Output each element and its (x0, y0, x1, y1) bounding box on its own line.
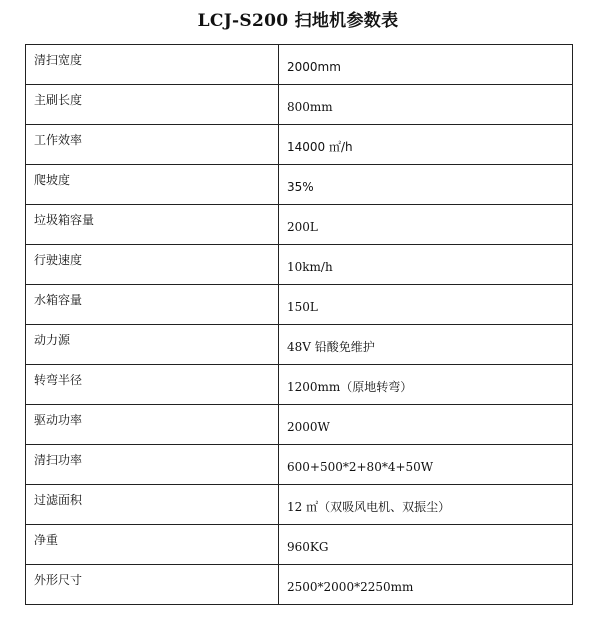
row-label: 行驶速度 (26, 245, 279, 285)
row-value: 600+500*2+80*4+50W (279, 445, 573, 485)
row-value: 48V 铅酸免维护 (279, 325, 573, 365)
row-value: 2500*2000*2250mm (279, 565, 573, 605)
row-label: 外形尺寸 (26, 565, 279, 605)
row-value: 960KG (279, 525, 573, 565)
row-value: 10km/h (279, 245, 573, 285)
row-value: 200L (279, 205, 573, 245)
row-value: 150L (279, 285, 573, 325)
table-row (26, 245, 573, 285)
row-label: 垃圾箱容量 (26, 205, 279, 245)
row-label: 水箱容量 (26, 285, 279, 325)
row-label: 转弯半径 (26, 365, 279, 405)
row-label: 驱动功率 (26, 405, 279, 445)
table-row (26, 565, 573, 605)
table-row (26, 525, 573, 565)
table-row (26, 205, 573, 245)
row-value: 12 ㎡（双吸风电机、双振尘） (279, 485, 573, 525)
row-label: 清扫功率 (26, 445, 279, 485)
row-value: 35% (279, 165, 573, 205)
table-row (26, 405, 573, 445)
table-row (26, 445, 573, 485)
row-label: 动力源 (26, 325, 279, 365)
table-row (26, 85, 573, 125)
table-row (26, 125, 573, 165)
spec-table (25, 44, 573, 605)
row-label: 过滤面积 (26, 485, 279, 525)
row-value: 800mm (279, 85, 573, 125)
row-value: 2000mm (279, 45, 573, 85)
row-value: 2000W (279, 405, 573, 445)
row-label: 爬坡度 (26, 165, 279, 205)
row-label: 工作效率 (26, 125, 279, 165)
row-label: 清扫宽度 (26, 45, 279, 85)
table-row (26, 45, 573, 85)
page-title: LCJ-S200 扫地机参数表 (197, 11, 399, 31)
table-row (26, 485, 573, 525)
table-row (26, 165, 573, 205)
table-row (26, 325, 573, 365)
row-label: 净重 (26, 525, 279, 565)
table-row (26, 365, 573, 405)
row-value: 1200mm（原地转弯） (279, 365, 573, 405)
row-label: 主刷长度 (26, 85, 279, 125)
row-value: 14000 ㎡/h (279, 125, 573, 165)
table-row (26, 285, 573, 325)
